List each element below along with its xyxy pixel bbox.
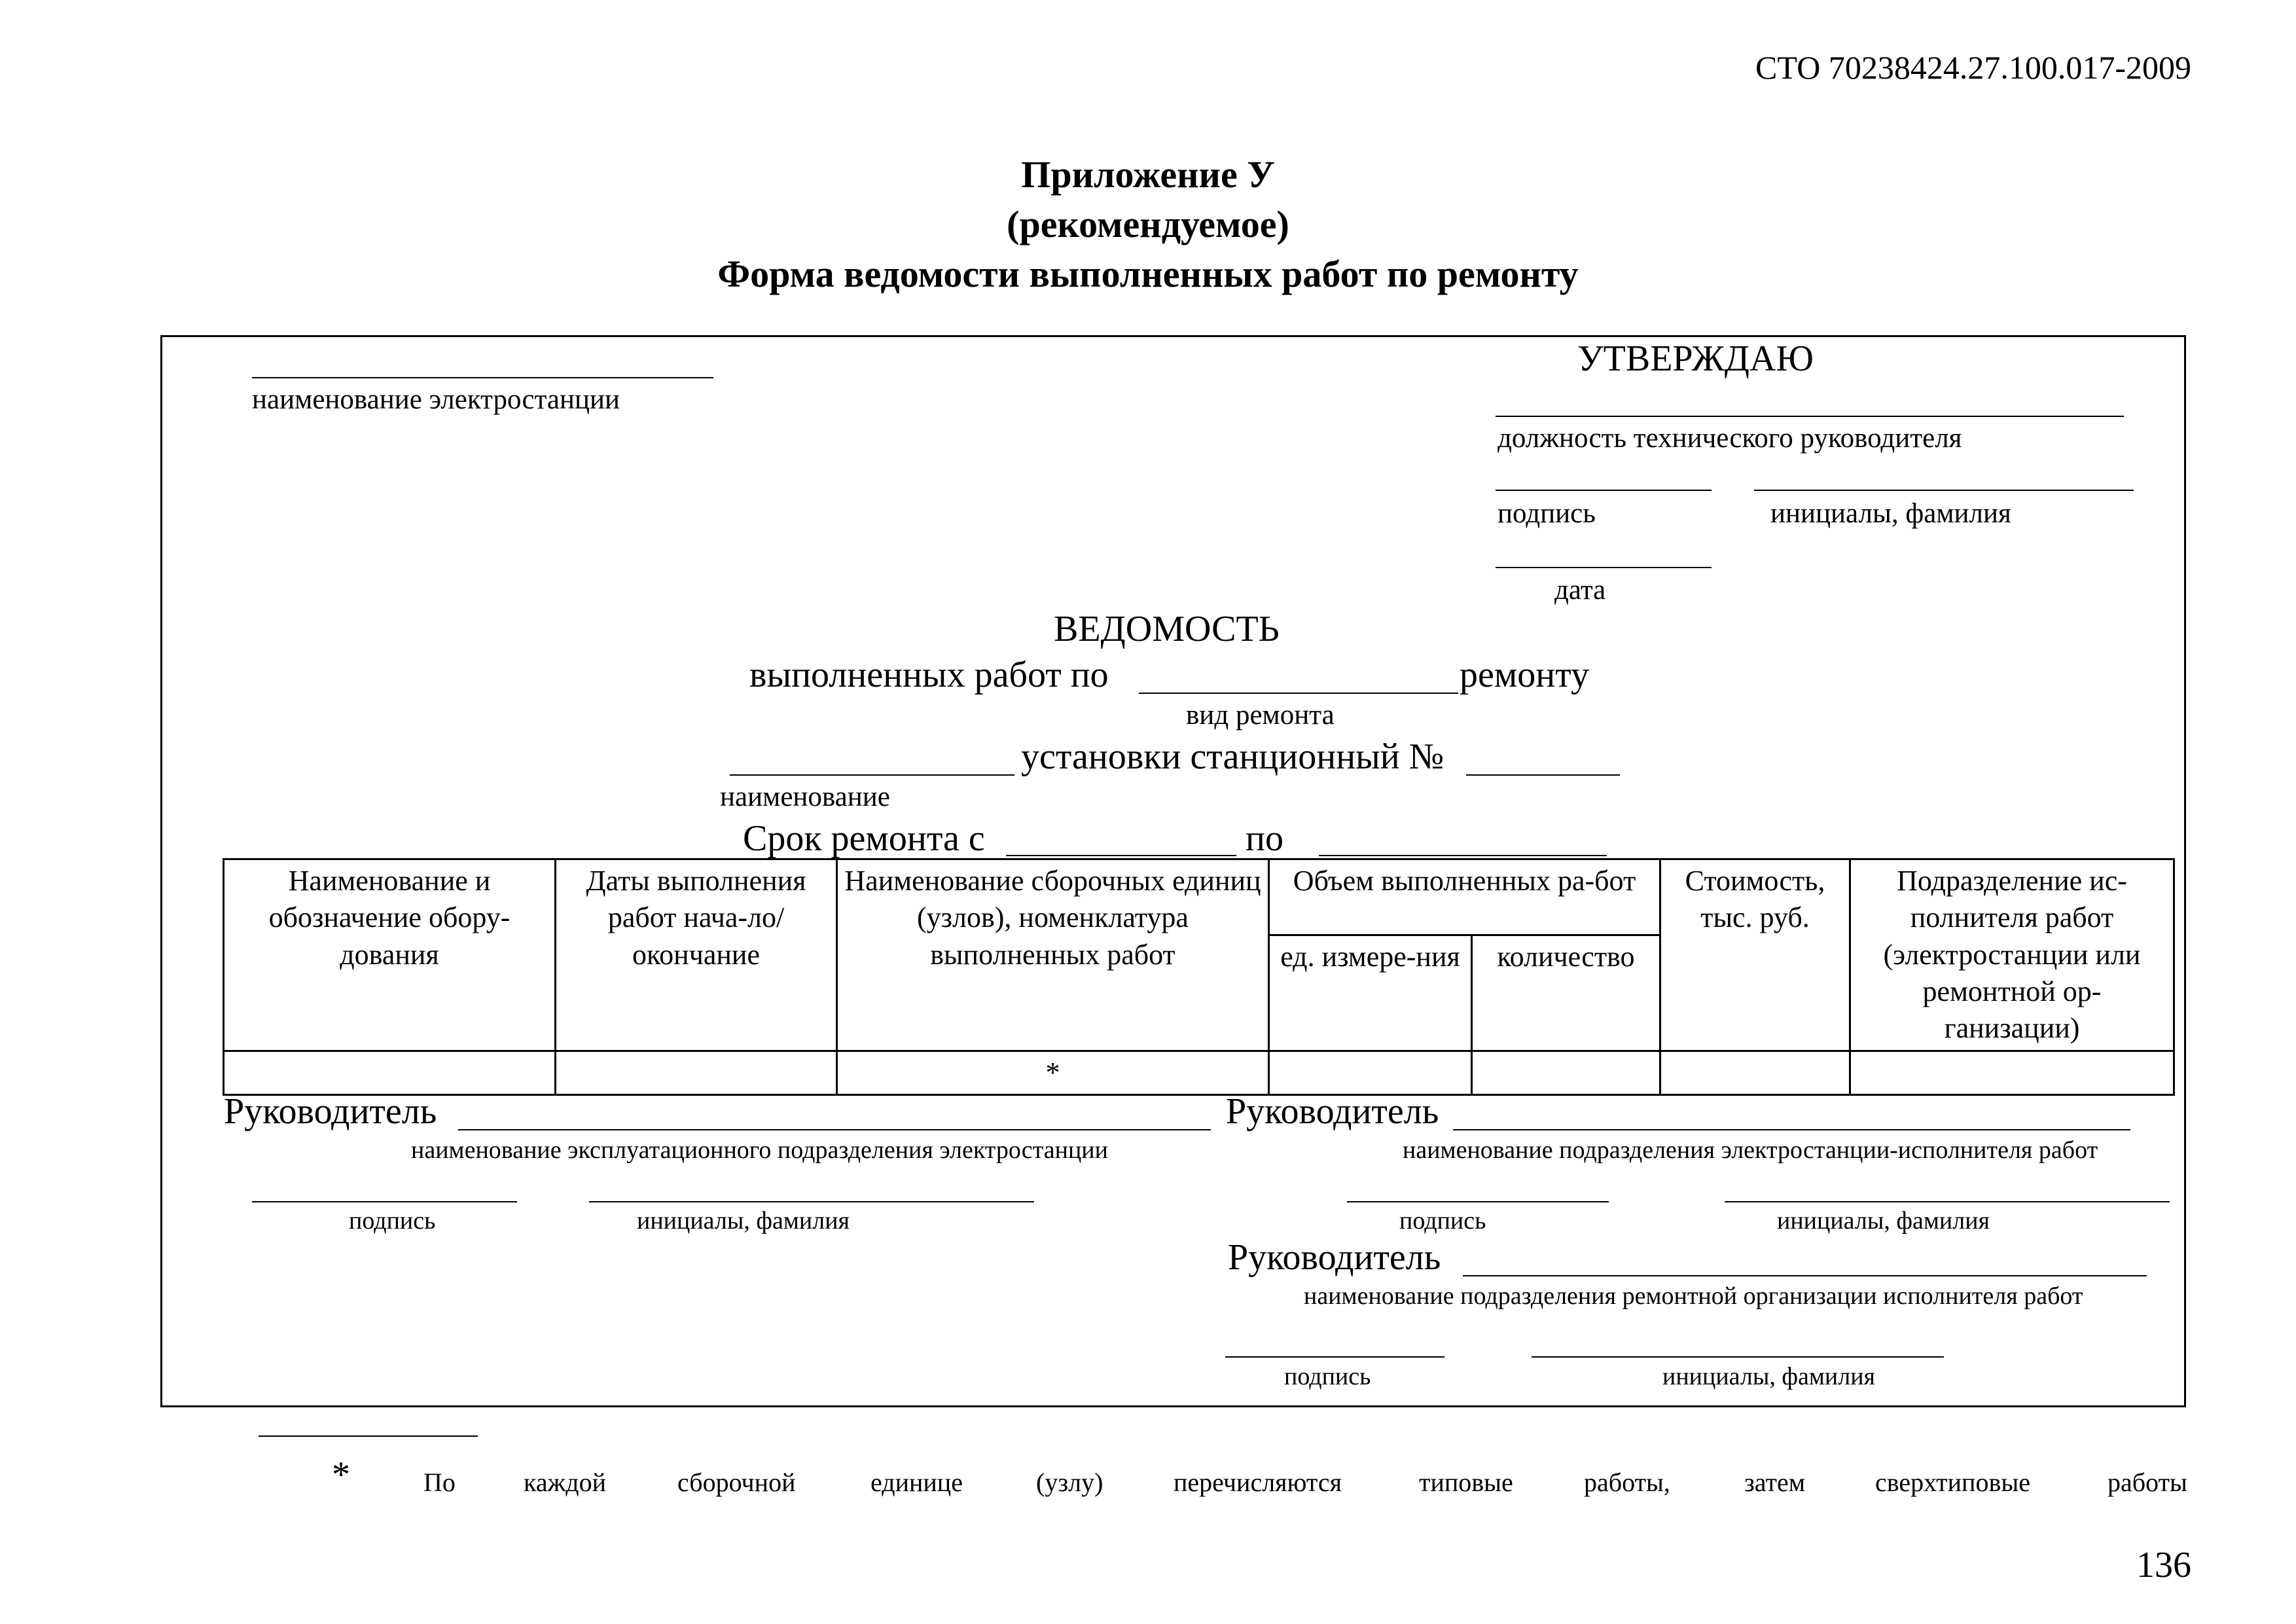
works-table <box>223 858 2175 1096</box>
header-work-volume: Объем выполненных ра-бот <box>1269 859 1660 935</box>
works-prefix: выполненных работ по <box>749 655 1109 695</box>
repair-name-caption: инициалы, фамилия <box>1662 1363 1876 1390</box>
table-cell <box>1269 1051 1472 1094</box>
footnote-word: перечисляются <box>1174 1468 1342 1497</box>
footnote-word: По <box>423 1468 456 1497</box>
appendix-status: (рекомендуемое) <box>1007 203 1289 245</box>
repair-head-label: Руководитель <box>1228 1237 1441 1278</box>
right-signature-caption: подпись <box>1399 1207 1486 1235</box>
approve-signature-caption: подпись <box>1498 498 1596 529</box>
approve-date-line <box>1496 567 1712 568</box>
unit-name-caption: наименование <box>720 782 890 812</box>
page-number: 136 <box>2136 1545 2191 1585</box>
repair-head-caption: наименование подразделения ремонтной организации исполнителя работ <box>1304 1282 2083 1310</box>
approve-name-line <box>1754 490 2134 491</box>
right-signature-line <box>1347 1201 1609 1202</box>
header-dates: Даты выполнения работ нача-ло/окончание <box>556 859 837 1051</box>
period-start-line <box>1006 855 1236 856</box>
unit-text: установки станционный № <box>1021 736 1444 777</box>
table-cell <box>556 1051 837 1094</box>
footnote-word: типовые <box>1419 1468 1513 1497</box>
left-name-caption: инициалы, фамилия <box>637 1207 850 1235</box>
row-marker: * <box>837 1051 1269 1094</box>
right-name-line <box>1725 1201 2170 1202</box>
header-unit-measure: ед. измере-ния <box>1269 935 1472 1051</box>
footnote-word: единице <box>870 1468 963 1497</box>
footnote-word: сверхтиповые <box>1875 1468 2030 1497</box>
repair-name-line <box>1532 1356 1944 1358</box>
repair-head-line <box>1463 1275 2147 1276</box>
header-equipment: Наименование и обозначение обору-дования <box>224 859 556 1051</box>
left-head-label: Руководитель <box>224 1091 437 1132</box>
header-executor-unit: Подразделение ис-полнителя работ (электростанции или ремонтной ор-ганизации) <box>1850 859 2174 1051</box>
footnote-word: затем <box>1744 1468 1806 1497</box>
repair-kind-caption: вид ремонта <box>1186 700 1335 731</box>
table-cell <box>224 1051 556 1094</box>
works-suffix: ремонту <box>1460 655 1589 695</box>
footnote-word: сборочной <box>677 1468 796 1497</box>
period-end-line <box>1319 855 1607 856</box>
approve-date-caption: дата <box>1554 575 1606 605</box>
approve-heading: УТВЕРЖДАЮ <box>1577 338 1814 379</box>
approve-name-caption: инициалы, фамилия <box>1770 498 2011 529</box>
left-signature-caption: подпись <box>349 1207 436 1235</box>
plant-name-caption: наименование электростанции <box>252 384 620 415</box>
repair-signature-caption: подпись <box>1284 1363 1371 1390</box>
repair-kind-line <box>1139 693 1458 694</box>
position-caption: должность технического руководителя <box>1498 423 1962 454</box>
period-prefix: Срок ремонта с <box>743 818 985 859</box>
table-cell <box>1850 1051 2174 1094</box>
repair-signature-line <box>1225 1356 1444 1358</box>
footnote-marker: * <box>332 1454 350 1495</box>
footnote-word: (узлу) <box>1036 1468 1103 1497</box>
right-head-line <box>1453 1129 2130 1130</box>
header-quantity: количество <box>1472 935 1660 1051</box>
right-head-caption: наименование подразделения электростанции-исполнителя работ <box>1403 1136 2098 1164</box>
footnote-word: работы, <box>1584 1468 1670 1497</box>
footnote-word: работы <box>2108 1468 2187 1497</box>
header-assembly-units: Наименование сборочных единиц (узлов), номенклатура выполненных работ <box>837 859 1269 1051</box>
table-row <box>224 1051 2174 1094</box>
unit-name-line <box>730 774 1014 776</box>
footnote-separator <box>259 1435 478 1437</box>
left-name-line <box>589 1201 1034 1202</box>
left-head-caption: наименование эксплуатационного подразделения электростанции <box>411 1136 1108 1164</box>
standard-code: СТО 70238424.27.100.017-2009 <box>1755 49 2191 86</box>
left-signature-line <box>252 1201 517 1202</box>
approve-signature-line <box>1496 490 1712 491</box>
header-cost: Стоимость, тыс. руб. <box>1660 859 1850 1051</box>
form-title: Форма ведомости выполненных работ по ремонту <box>717 253 1579 295</box>
statement-title: ВЕДОМОСТЬ <box>1054 609 1280 649</box>
footnote-word: каждой <box>524 1468 606 1497</box>
right-name-caption: инициалы, фамилия <box>1777 1207 1990 1235</box>
table-cell <box>1660 1051 1850 1094</box>
position-line <box>1496 416 2124 417</box>
plant-name-line <box>252 377 713 378</box>
period-to: по <box>1246 818 1283 859</box>
table-cell <box>1472 1051 1660 1094</box>
left-head-line <box>458 1129 1211 1130</box>
right-head-label: Руководитель <box>1226 1091 1439 1132</box>
appendix-title: Приложение У <box>1021 153 1275 196</box>
unit-number-line <box>1466 774 1620 776</box>
